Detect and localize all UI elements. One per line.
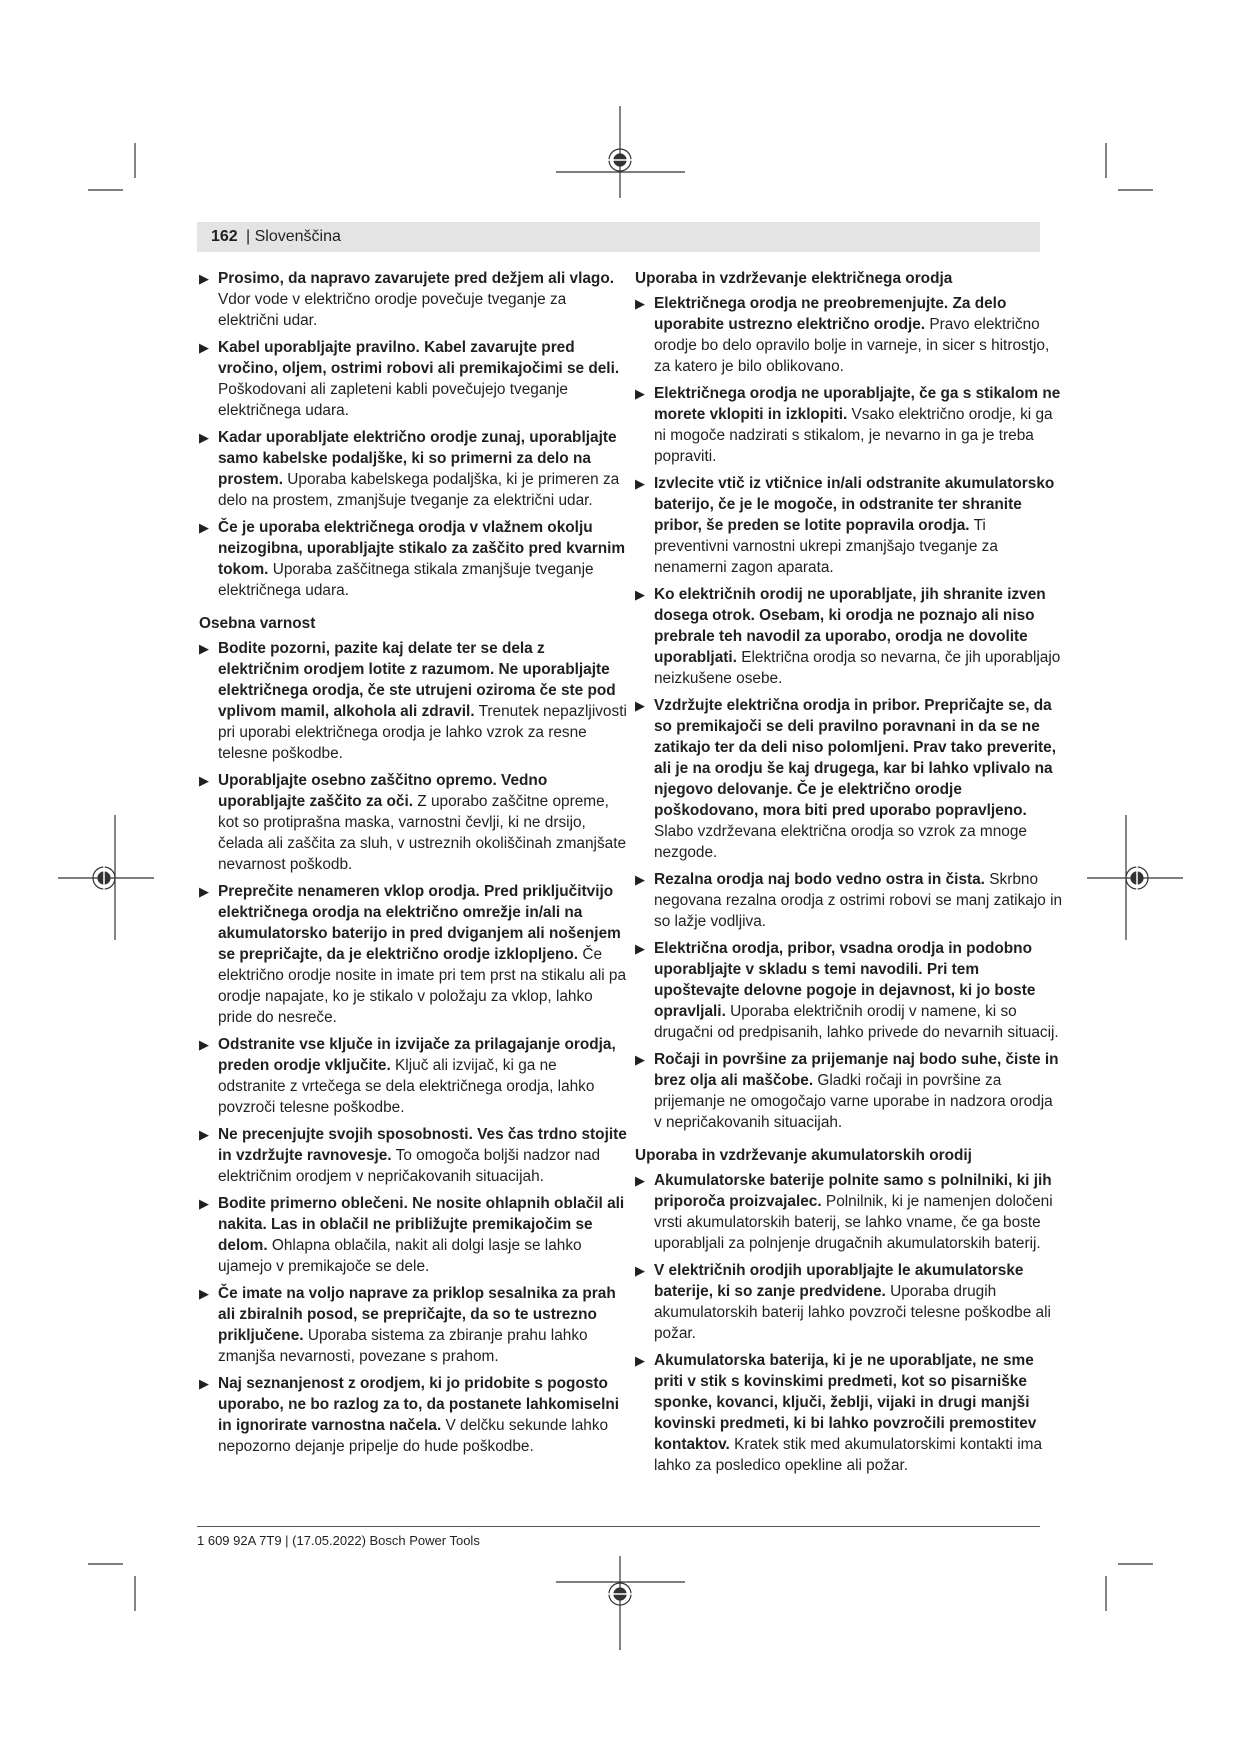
triangle-bullet-icon: ▶: [199, 340, 209, 355]
item-explanation: Uporaba drugih akumulatorskih baterij lahko povzroči telesne poškodbe ali požar.: [654, 1283, 1051, 1342]
safety-list-item: [199, 638, 627, 764]
safety-list-item: [199, 268, 627, 331]
header-language: | Slovenščina: [246, 228, 341, 246]
section-heading-personal-safety: Osebna varnost: [199, 615, 316, 632]
triangle-bullet-icon: ▶: [199, 430, 209, 445]
item-explanation: Slabo vzdrževana električna orodja so vzrok za mnoge nezgode.: [654, 823, 1027, 861]
item-instruction: Električna orodja, pribor, vsadna orodja in podobno uporabljajte v skladu s temi navodili. Pri tem upoštevajte delovne pogoje in dejavnost, ki jo boste opravljali.: [654, 940, 1036, 1020]
triangle-bullet-icon: ▶: [635, 941, 645, 956]
page-number: 162: [211, 228, 238, 245]
tool-use-list: [635, 293, 1063, 1133]
item-explanation: Če električno orodje nosite in imate pri tem prst na stikalu ali pa orodje napajate, ko je stikalo v položaju za vklop, lahko pride do nesreče.: [218, 946, 627, 1026]
item-explanation: Uporaba zaščitnega stikala zmanjšuje tveganje električnega udara.: [218, 561, 594, 599]
item-explanation: V delčku sekunde lahko nepozorno dejanje pripelje do hude poškodbe.: [218, 1417, 609, 1455]
safety-list-item: [635, 1170, 1063, 1254]
item-instruction: Odstranite vse ključe in izvijače za prilagajanje orodja, preden orodje vključite.: [218, 1036, 616, 1074]
triangle-bullet-icon: ▶: [635, 1263, 645, 1278]
safety-list-item: [635, 938, 1063, 1043]
item-instruction: Vzdržujte električna orodja in pribor. Prepričajte se, da so premikajoči se deli pravilno poravnani in da se ne zatikajo ter da deli niso polomljeni. Prav tako preverite, ali je na orodju še kaj drugega, kar bi lahko vplivalo na njegovo delovanje. Če je električno orodje poškodovano, mora biti pred uporabo popravljeno.: [654, 697, 1056, 819]
item-instruction: Ne precenjujte svojih sposobnosti. Ves čas trdno stojite in vzdržujte ravnovesje.: [218, 1126, 627, 1164]
item-explanation: Gladki ročaji in površine za prijemanje ne omogočajo varne uporabe in nadzora orodja v nepričakovanih situacijah.: [654, 1072, 1053, 1131]
triangle-bullet-icon: ▶: [635, 476, 645, 491]
registration-mark-left-icon: [58, 815, 154, 940]
triangle-bullet-icon: ▶: [635, 872, 645, 887]
left-intro-list: [199, 268, 627, 601]
safety-list-item: [635, 383, 1063, 467]
item-instruction: V električnih orodjih uporabljajte le akumulatorske baterije, ki so zanje predvidene.: [654, 1262, 1024, 1300]
registration-mark-top-icon: [556, 106, 685, 198]
triangle-bullet-icon: ▶: [635, 1353, 645, 1368]
triangle-bullet-icon: ▶: [635, 1052, 645, 1067]
safety-list-item: [635, 473, 1063, 578]
triangle-bullet-icon: ▶: [199, 1376, 209, 1391]
item-instruction: Bodite primerno oblečeni. Ne nosite ohlapnih oblačil ali nakita. Las in oblačil ne približujte premikajočim se delom.: [218, 1195, 625, 1254]
item-explanation: Polnilnik, ki je namenjen določeni vrsti akumulatorskih baterij, se lahko vname, če ga boste uporabljali za polnjenje drugačnih akumulatorskih baterij.: [654, 1193, 1053, 1252]
item-explanation: To omogoča boljši nadzor nad električnim orodjem v nepričakovanih situacijah.: [218, 1147, 601, 1185]
item-instruction: Kadar uporabljate električno orodje zunaj, uporabljajte samo kabelske podaljške, ki so primerni za delo na prostem.: [218, 429, 617, 488]
item-instruction: Električnega orodja ne preobremenjujte. Za delo uporabite ustrezno električno orodje.: [654, 295, 1007, 333]
safety-list-item: [635, 695, 1063, 863]
item-instruction: Ročaji in površine za prijemanje naj bodo suhe, čiste in brez olja ali maščobe.: [654, 1051, 1059, 1089]
item-explanation: Poškodovani ali zapleteni kabli povečujejo tveganje električnega udara.: [218, 381, 568, 419]
safety-list-item: [635, 1049, 1063, 1133]
triangle-bullet-icon: ▶: [635, 1173, 645, 1188]
safety-list-item: [635, 293, 1063, 377]
safety-list-item: [199, 517, 627, 601]
item-explanation: Ohlapna oblačila, nakit ali dolgi lasje se lahko ujamejo v premikajoče se dele.: [218, 1237, 582, 1275]
item-explanation: Ključ ali izvijač, ki ga ne odstranite z vrtečega se dela električnega orodja, lahko povzroči telesne poškodbe.: [218, 1057, 595, 1116]
triangle-bullet-icon: ▶: [199, 1127, 209, 1142]
item-explanation: Kratek stik med akumulatorskimi kontakti ima lahko za posledico opekline ali požar.: [654, 1436, 1043, 1474]
item-instruction: Bodite pozorni, pazite kaj delate ter se dela z električnim orodjem lotite z razumom. Ne uporabljajte električnega orodja, če ste utrujeni oziroma če ste pod vplivom mamil, alkohola ali zdravil.: [218, 640, 616, 720]
triangle-bullet-icon: ▶: [635, 386, 645, 401]
safety-list-item: [199, 427, 627, 511]
item-explanation: Z uporabo zaščitne opreme, kot so protiprašna maska, varnostni čevlji, ki ne drsijo, čelada ali zaščita za sluh, v ustreznih okoliščinah zmanjšate nevarnost poškodb.: [218, 793, 627, 873]
item-instruction: Uporabljajte osebno zaščitno opremo. Vedno uporabljajte zaščito za oči.: [218, 772, 548, 810]
item-explanation: Električna orodja so nevarna, če jih uporabljajo neizkušene osebe.: [654, 649, 1061, 687]
triangle-bullet-icon: ▶: [199, 1037, 209, 1052]
item-explanation: Ti preventivni varnostni ukrepi zmanjšajo tveganje za nenamerni zagon aparata.: [654, 517, 998, 576]
footer-divider: [197, 1526, 1040, 1527]
item-explanation: Uporaba sistema za zbiranje prahu lahko zmanjša nevarnosti, povezane s prahom.: [218, 1327, 588, 1365]
item-instruction: Akumulatorske baterije polnite samo s polnilniki, ki jih priporoča proizvajalec.: [654, 1172, 1052, 1210]
left-column: [199, 268, 627, 1463]
item-explanation: Uporaba električnih orodij v namene, ki so drugačni od predpisanih, lahko privede do nevarnih situacij.: [654, 1003, 1059, 1041]
section-heading-tool-use: Uporaba in vzdrževanje električnega orodja: [635, 270, 953, 287]
safety-list-item: [199, 770, 627, 875]
item-explanation: Trenutek nepazljivosti pri uporabi električnega orodja je lahko vzrok za resne telesne poškodbe.: [218, 703, 627, 762]
registration-mark-right-icon: [1087, 815, 1183, 940]
triangle-bullet-icon: ▶: [199, 520, 209, 535]
item-instruction: Akumulatorska baterija, ki je ne uporabljate, ne sme priti v stik s kovinskimi predmeti, kot so pisarniške sponke, kovanci, ključi, žeblji, vijaki in drugi manjši kovinski predmeti, ki bi lahko povzročili premostitev kontaktov.: [654, 1352, 1037, 1453]
right-column: [635, 268, 1063, 1482]
item-instruction: Kabel uporabljajte pravilno. Kabel zavarujte pred vročino, oljem, ostrimi robovi ali premikajočimi se deli.: [218, 339, 620, 377]
item-instruction: Električnega orodja ne uporabljajte, če ga s stikalom ne morete vklopiti in izklopiti.: [654, 385, 1061, 423]
safety-list-item: [635, 869, 1063, 932]
triangle-bullet-icon: ▶: [199, 1196, 209, 1211]
item-instruction: Izvlecite vtič iz vtičnice in/ali odstranite akumulatorsko baterijo, če je le mogoče, in odstranite ter shranite pribor, še preden se lotite popravila orodja.: [654, 475, 1055, 534]
safety-list-item: [199, 881, 627, 1028]
item-instruction: Prosimo, da napravo zavarujete pred dežjem ali vlago.: [218, 270, 615, 287]
item-explanation: Vsako električno orodje, ki ga ni mogoče nadzirati s stikalom, je nevarno in ga je treba popraviti.: [654, 406, 1053, 465]
safety-list-item: [635, 1350, 1063, 1476]
personal-safety-list: [199, 638, 627, 1457]
triangle-bullet-icon: ▶: [199, 271, 209, 286]
safety-list-item: [199, 337, 627, 421]
safety-list-item: [635, 584, 1063, 689]
battery-use-list: [635, 1170, 1063, 1476]
triangle-bullet-icon: ▶: [199, 773, 209, 788]
page-footer: 1 609 92A 7T9 | (17.05.2022) Bosch Power Tools: [197, 1533, 480, 1548]
triangle-bullet-icon: ▶: [199, 641, 209, 656]
item-explanation: Vdor vode v električno orodje povečuje tveganje za električni udar.: [218, 291, 567, 329]
safety-list-item: [199, 1373, 627, 1457]
safety-list-item: [635, 1260, 1063, 1344]
safety-list-item: [199, 1283, 627, 1367]
triangle-bullet-icon: ▶: [199, 884, 209, 899]
triangle-bullet-icon: ▶: [635, 296, 645, 311]
item-explanation: Skrbno negovana rezalna orodja z ostrimi robovi se manj zatikajo in so lažje vodljiva.: [654, 871, 1063, 930]
item-explanation: Uporaba kabelskega podaljška, ki je primeren za delo na prostem, zmanjšuje tveganje za električni udar.: [218, 471, 620, 509]
item-instruction: Naj seznanjenost z orodjem, ki jo pridobite s pogosto uporabo, ne bo razlog za to, da postanete lahkomiselni in ignorirate varnostna načela.: [218, 1375, 620, 1434]
triangle-bullet-icon: ▶: [199, 1286, 209, 1301]
registration-mark-bottom-icon: [556, 1556, 685, 1650]
safety-list-item: [199, 1124, 627, 1187]
item-instruction: Rezalna orodja naj bodo vedno ostra in čista.: [654, 871, 985, 888]
triangle-bullet-icon: ▶: [635, 587, 645, 602]
item-instruction: Preprečite nenameren vklop orodja. Pred priključitvijo električnega orodja na električno omrežje in/ali na akumulatorsko baterijo in pred dviganjem ali nošenjem se prepričajte, da je električno orodje izklopljeno.: [218, 883, 621, 963]
safety-list-item: [199, 1034, 627, 1118]
item-instruction: Ko električnih orodij ne uporabljate, jih shranite izven dosega otrok. Osebam, ki orodja ne poznajo ali niso prebrale teh navodil za uporabo, orodja ne dovolite uporabljati.: [654, 586, 1046, 666]
item-explanation: Pravo električno orodje bo delo opravilo bolje in varneje, in sicer s hitrostjo, za katero je bilo oblikovano.: [654, 316, 1050, 375]
item-instruction: Če imate na voljo naprave za priklop sesalnika za prah ali zbiralnih posod, se prepričajte, da so te ustrezno priključene.: [218, 1285, 616, 1344]
triangle-bullet-icon: ▶: [635, 698, 645, 713]
safety-list-item: [199, 1193, 627, 1277]
section-heading-battery-use: Uporaba in vzdrževanje akumulatorskih orodij: [635, 1147, 972, 1164]
item-instruction: Če je uporaba električnega orodja v vlažnem okolju neizogibna, uporabljajte stikalo za zaščito pred kvarnim tokom.: [218, 519, 626, 578]
